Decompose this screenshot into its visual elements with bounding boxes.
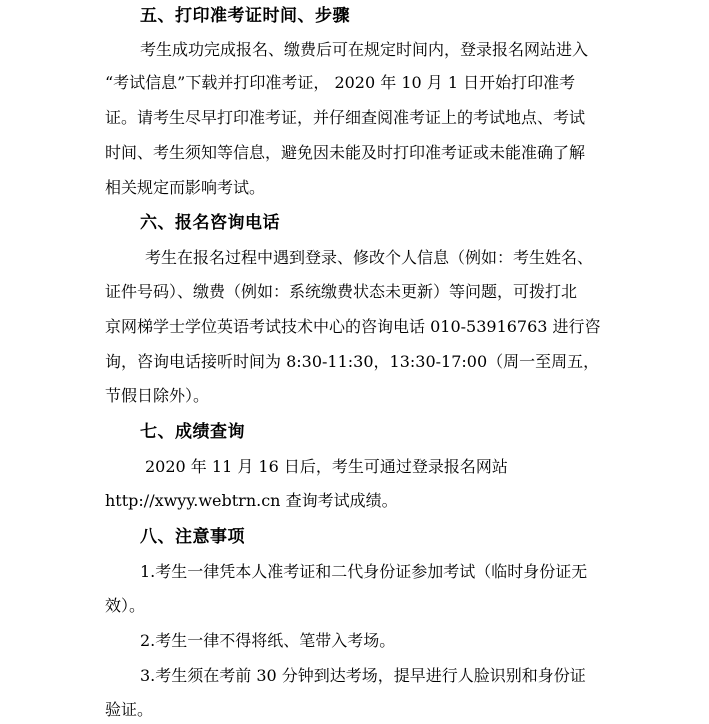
section-6-line-1: 考生在报名过程中遇到登录、修改个人信息（例如：考生姓名、 [145,248,594,267]
section-8-line-5: 验证。 [105,700,154,719]
section-8-line-3: 2.考生一律不得将纸、笔带入考场。 [140,631,396,650]
section-heading-7: 七、成绩查询 [140,422,245,442]
section-heading-8: 八、注意事项 [140,527,245,547]
section-5-line-2: “考试信息”下载并打印准考证， 2020 年 10 月 1 日开始打印准考 [105,73,576,92]
section-8-line-2: 效）。 [105,596,146,615]
section-heading-5: 五、打印准考证时间、步骤 [140,6,350,26]
section-5-line-4: 时间、考生须知等信息，避免因未能及时打印准考证或未能准确了解 [105,143,586,162]
section-6-line-5: 节假日除外）。 [105,386,210,405]
section-7-line-2: http://xwyy.webtrn.cn 查询考试成绩。 [105,491,398,510]
section-8-line-1: 1.考生一律凭本人准考证和二代身份证参加考试（临时身份证无 [140,562,588,581]
section-6-line-4: 询，咨询电话接听时间为 8:30-11:30，13:30-17:00（周一至周五， [105,352,600,371]
section-8-line-4: 3.考生须在考前 30 分钟到达考场，提早进行人脸识别和身份证 [140,666,586,685]
section-5-line-3: 证。请考生尽早打印准考证，并仔细查阅准考证上的考试地点、考试 [105,108,586,127]
section-5-line-5: 相关规定而影响考试。 [105,178,266,197]
section-heading-6: 六、报名咨询电话 [140,213,280,233]
section-5-line-1: 考生成功完成报名、缴费后可在规定时间内，登录报名网站进入 [140,40,589,59]
section-6-line-2: 证件号码）、缴费（例如：系统缴费状态未更新）等问题，可拨打北 [105,282,578,301]
section-6-line-3: 京网梯学士学位英语考试技术中心的咨询电话 010-53916763 进行咨 [105,317,601,336]
section-7-line-1: 2020 年 11 月 16 日后，考生可通过登录报名网站 [145,457,508,476]
